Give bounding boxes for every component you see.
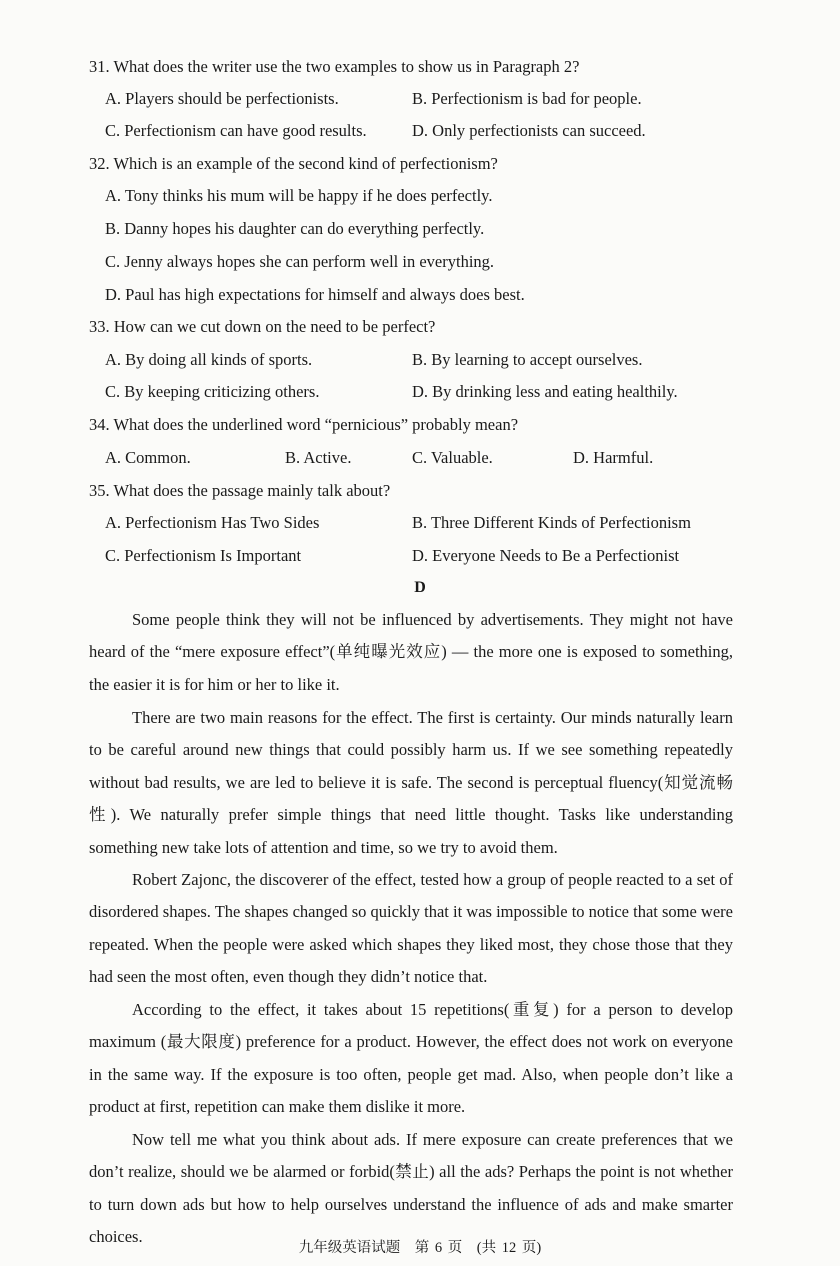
question-31-option-a: A. Players should be perfectionists.	[105, 89, 339, 108]
question-31-option-d: D. Only perfectionists can succeed.	[412, 121, 646, 140]
question-34-option-d: D. Harmful.	[573, 448, 654, 467]
question-35-option-c: C. Perfectionism Is Important	[105, 546, 302, 565]
section-d-heading: D	[414, 579, 426, 596]
question-33-option-b: B. By learning to accept ourselves.	[412, 350, 643, 369]
question-33-option-c: C. By keeping criticizing others.	[105, 382, 320, 401]
question-34-option-a: A. Common.	[105, 448, 191, 467]
passage-paragraph-3: Robert Zajonc, the discoverer of the effect, tested how a group of people reacted to a set of disordered shapes. The shapes changed so quickly that it was impossible to notice that some were repeated. When the people were asked which shapes they liked most, they chose those that they had seen the most often, even though they didn’t notice that.	[89, 870, 733, 987]
question-32-option-c: C. Jenny always hopes she can perform well in everything.	[105, 252, 495, 271]
question-32-option-a: A. Tony thinks his mum will be happy if he does perfectly.	[105, 186, 493, 205]
question-31-option-b: B. Perfectionism is bad for people.	[412, 89, 642, 108]
question-35-stem: 35. What does the passage mainly talk about?	[89, 481, 391, 500]
question-35-option-d: D. Everyone Needs to Be a Perfectionist	[412, 546, 680, 565]
passage-paragraph-1: Some people think they will not be influenced by advertisements. They might not have heard of the “mere exposure effect”(单纯曝光效应) — the more one is exposed to something, the easier it is for him or her to like it.	[89, 610, 733, 694]
question-35-option-b: B. Three Different Kinds of Perfectionism	[412, 513, 691, 532]
question-31-option-c: C. Perfectionism can have good results.	[105, 121, 367, 140]
question-34-option-b: B. Active.	[285, 448, 352, 467]
page-footer: 九年级英语试题 第 6 页 (共 12 页)	[298, 1240, 542, 1256]
question-33-stem: 33. How can we cut down on the need to be perfect?	[89, 317, 436, 336]
passage-paragraph-4: According to the effect, it takes about 15 repetitions(重复) for a person to develop maximum (最大限度) preference for a product. However, the effect does not work on everyone in the same way. If the exposure is too often, people get mad. Also, when people don’t like a product at first, repetition can make them dislike it more.	[89, 1000, 733, 1117]
question-32-option-d: D. Paul has high expectations for himself and always does best.	[105, 285, 525, 304]
question-33-option-a: A. By doing all kinds of sports.	[105, 350, 313, 369]
question-32-option-b: B. Danny hopes his daughter can do everything perfectly.	[105, 219, 485, 238]
question-34-option-c: C. Valuable.	[412, 448, 493, 467]
passage-paragraph-5: Now tell me what you think about ads. If mere exposure can create preferences that we don’t realize, should we be alarmed or forbid(禁止) all the ads? Perhaps the point is not whether to turn down ads but how to help ourselves understand the influence of ads and make smarter choices.	[89, 1130, 733, 1247]
question-34-stem: 34. What does the underlined word “pernicious” probably mean?	[89, 415, 519, 434]
question-35-option-a: A. Perfectionism Has Two Sides	[105, 513, 320, 532]
passage-paragraph-2: There are two main reasons for the effect. The first is certainty. Our minds naturally learn to be careful around new things that could possibly harm us. If we see something repeatedly without bad results, we are led to believe it is safe. The second is perceptual fluency(知觉流畅性). We naturally prefer simple things that need little thought. Tasks like understanding something new take lots of attention and time, so we try to avoid them.	[89, 708, 733, 857]
question-33-option-d: D. By drinking less and eating healthily.	[412, 382, 678, 401]
question-32-stem: 32. Which is an example of the second kind of perfectionism?	[89, 154, 498, 173]
question-31-stem: 31. What does the writer use the two examples to show us in Paragraph 2?	[89, 57, 580, 76]
